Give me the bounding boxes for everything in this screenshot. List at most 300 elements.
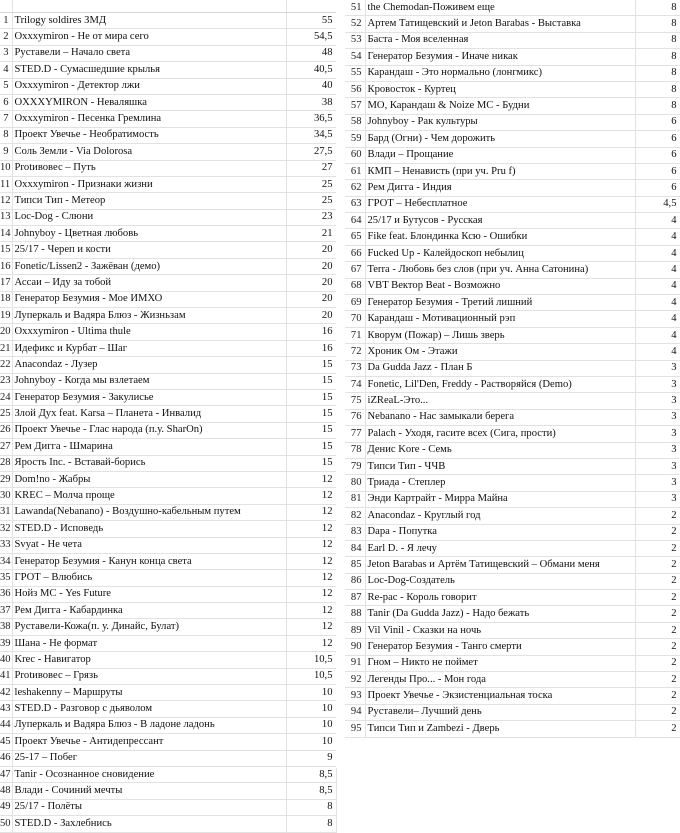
table-row bbox=[0, 357, 336, 373]
table-row bbox=[0, 422, 336, 438]
table-row bbox=[0, 635, 336, 651]
track-name-cell: Руставели-Кожа(п. у. Динайс, Булат) bbox=[12, 619, 286, 635]
rank-cell: 19 bbox=[0, 308, 12, 324]
score-cell: 2 bbox=[635, 622, 680, 638]
track-name-cell: Johnyboy - Когда мы взлетаем bbox=[12, 373, 286, 389]
track-name-cell: Проект Увечье - Антидепрессант bbox=[12, 734, 286, 750]
table-row bbox=[345, 622, 680, 638]
rank-cell: 18 bbox=[0, 291, 12, 307]
track-name-cell: Dom!no - Жабры bbox=[12, 471, 286, 487]
rank-cell: 42 bbox=[0, 685, 12, 701]
table-row bbox=[345, 98, 680, 114]
table-row bbox=[345, 49, 680, 65]
track-name-cell: VBT Вектор Beat - Возможно bbox=[365, 278, 635, 294]
rank-cell: 71 bbox=[345, 327, 365, 343]
rank-cell: 39 bbox=[0, 635, 12, 651]
table-row bbox=[345, 606, 680, 622]
track-name-cell: Влади – Прощание bbox=[365, 147, 635, 163]
table-row bbox=[345, 540, 680, 556]
score-cell: 10 bbox=[286, 734, 336, 750]
table-row bbox=[0, 586, 336, 602]
score-cell: 15 bbox=[286, 422, 336, 438]
track-name-cell: Бард (Огни) - Чем дорожить bbox=[365, 131, 635, 147]
track-name-cell: Tanir (Da Gudda Jazz) - Надо бежать bbox=[365, 606, 635, 622]
track-name-cell: Руставели– Лучший день bbox=[365, 704, 635, 720]
score-cell: 8 bbox=[635, 65, 680, 81]
rank-cell: 21 bbox=[0, 340, 12, 356]
track-name-cell: Луперкаль и Вадяра Блюз - Жизньзам bbox=[12, 308, 286, 324]
track-name-cell: Луперкаль и Вадяра Блюз - В ладоне ладонь bbox=[12, 717, 286, 733]
score-cell: 48 bbox=[286, 45, 336, 61]
track-name-cell: Oxxxymiron - Признаки жизни bbox=[12, 176, 286, 192]
table-row bbox=[0, 504, 336, 520]
track-name-cell: Fucked Up - Калейдоскоп небылиц bbox=[365, 245, 635, 261]
rank-cell: 80 bbox=[345, 475, 365, 491]
table-row bbox=[0, 717, 336, 733]
table-row bbox=[0, 734, 336, 750]
track-name-cell: Энди Картрайт - Мирра Майна bbox=[365, 491, 635, 507]
score-cell: 12 bbox=[286, 603, 336, 619]
rank-cell: 63 bbox=[345, 196, 365, 212]
table-row bbox=[345, 163, 680, 179]
rank-cell: 73 bbox=[345, 360, 365, 376]
score-cell: 3 bbox=[635, 360, 680, 376]
score-cell: 12 bbox=[286, 471, 336, 487]
track-name-cell: Nebanano - Нас замыкали берега bbox=[365, 409, 635, 425]
track-name-cell: Protивовес – Путь bbox=[12, 160, 286, 176]
track-name-cell: Карандаш - Это нормально (лонгмикс) bbox=[365, 65, 635, 81]
track-name-cell: Oxxxymiron - Песенка Гремлина bbox=[12, 111, 286, 127]
track-name-cell: Re-pac - Король говорит bbox=[365, 590, 635, 606]
rank-cell: 51 bbox=[345, 0, 365, 16]
score-cell: 4 bbox=[635, 278, 680, 294]
track-name-cell: Проект Увечье - Необратимость bbox=[12, 127, 286, 143]
table-row bbox=[345, 491, 680, 507]
table-row bbox=[0, 439, 336, 455]
table-row bbox=[345, 573, 680, 589]
rank-cell: 24 bbox=[0, 389, 12, 405]
table-row bbox=[345, 721, 680, 737]
rank-cell: 38 bbox=[0, 619, 12, 635]
rank-cell: 46 bbox=[0, 750, 12, 766]
rank-cell: 59 bbox=[345, 131, 365, 147]
rank-cell: 34 bbox=[0, 553, 12, 569]
rank-cell: 91 bbox=[345, 655, 365, 671]
rank-cell: 85 bbox=[345, 557, 365, 573]
rank-cell: 65 bbox=[345, 229, 365, 245]
table-row bbox=[0, 340, 336, 356]
track-name-cell: the Chemodan-Поживем еще bbox=[365, 0, 635, 16]
table-row bbox=[345, 180, 680, 196]
track-name-cell: Нойз МС - Yes Future bbox=[12, 586, 286, 602]
rank-cell: 66 bbox=[345, 245, 365, 261]
score-cell: 8 bbox=[635, 98, 680, 114]
score-cell: 4 bbox=[635, 344, 680, 360]
track-name-cell: Типси Тип и Zambezi - Дверь bbox=[365, 721, 635, 737]
rank-cell: 95 bbox=[345, 721, 365, 737]
table-row bbox=[0, 750, 336, 766]
score-cell: 2 bbox=[635, 540, 680, 556]
score-cell: 2 bbox=[635, 688, 680, 704]
track-name-cell: 25/17 и Бутусов - Русская bbox=[365, 213, 635, 229]
rank-cell: 68 bbox=[345, 278, 365, 294]
track-name-cell: Lawanda(Nebanano) - Воздушно-кабельным путем bbox=[12, 504, 286, 520]
table-row bbox=[345, 426, 680, 442]
score-cell: 12 bbox=[286, 504, 336, 520]
rank-cell: 4 bbox=[0, 62, 12, 78]
rank-cell: 33 bbox=[0, 537, 12, 553]
score-cell: 25 bbox=[286, 193, 336, 209]
table-row bbox=[345, 475, 680, 491]
rank-cell: 55 bbox=[345, 65, 365, 81]
score-cell: 10 bbox=[286, 685, 336, 701]
rank-cell: 86 bbox=[345, 573, 365, 589]
track-name-cell: Типси Тип - Метеор bbox=[12, 193, 286, 209]
score-cell: 2 bbox=[635, 590, 680, 606]
track-name-cell: Fonetic/Lissen2 - Зажёван (демо) bbox=[12, 258, 286, 274]
track-name-cell: Trilogy soldires ЗМД bbox=[12, 13, 286, 29]
table-row bbox=[345, 458, 680, 474]
rank-cell: 53 bbox=[345, 32, 365, 48]
table-row bbox=[0, 488, 336, 504]
rank-cell: 37 bbox=[0, 603, 12, 619]
table-row bbox=[345, 639, 680, 655]
table-row bbox=[0, 603, 336, 619]
table-row bbox=[0, 766, 336, 782]
track-name-cell: Хроник Ом - Этажи bbox=[365, 344, 635, 360]
track-name-cell: Svyat - Не чета bbox=[12, 537, 286, 553]
score-cell: 4 bbox=[635, 245, 680, 261]
rank-cell: 13 bbox=[0, 209, 12, 225]
table-row bbox=[345, 360, 680, 376]
table-row bbox=[345, 376, 680, 392]
table-row bbox=[345, 327, 680, 343]
track-name-cell: Oxxxymiron - Ultima thule bbox=[12, 324, 286, 340]
rank-cell: 8 bbox=[0, 127, 12, 143]
rank-cell: 72 bbox=[345, 344, 365, 360]
rank-cell: 17 bbox=[0, 275, 12, 291]
score-cell: 10,5 bbox=[286, 668, 336, 684]
score-cell: 10,5 bbox=[286, 652, 336, 668]
score-cell: 16 bbox=[286, 340, 336, 356]
track-name-cell: Идефикс и Курбат – Шаг bbox=[12, 340, 286, 356]
rank-cell: 70 bbox=[345, 311, 365, 327]
score-cell: 54,5 bbox=[286, 29, 336, 45]
score-cell: 20 bbox=[286, 308, 336, 324]
score-cell: 12 bbox=[286, 537, 336, 553]
track-name-cell: Соль Земли - Via Dolorosa bbox=[12, 144, 286, 160]
track-name-cell: Fike feat. Блондинка Ксю - Ошибки bbox=[365, 229, 635, 245]
score-cell: 6 bbox=[635, 131, 680, 147]
table-row bbox=[0, 193, 336, 209]
rank-cell: 28 bbox=[0, 455, 12, 471]
rank-cell: 5 bbox=[0, 78, 12, 94]
track-name-cell: ГРОТ – Влюбись bbox=[12, 570, 286, 586]
track-name-cell: Dapa - Попутка bbox=[365, 524, 635, 540]
score-cell: 2 bbox=[635, 524, 680, 540]
table-row bbox=[0, 78, 336, 94]
track-name-cell: Jeton Barabas и Артём Татищевский – Обмани меня bbox=[365, 557, 635, 573]
track-name-cell: Проект Увечье - Глас народа (п.у. SharOn) bbox=[12, 422, 286, 438]
table-row bbox=[345, 245, 680, 261]
table-row bbox=[345, 229, 680, 245]
table-row bbox=[0, 471, 336, 487]
rank-cell: 11 bbox=[0, 176, 12, 192]
rank-cell: 69 bbox=[345, 295, 365, 311]
ranking-table-left bbox=[0, 0, 337, 833]
score-cell: 20 bbox=[286, 258, 336, 274]
column-gap bbox=[336, 0, 345, 768]
rank-cell: 40 bbox=[0, 652, 12, 668]
table-row bbox=[0, 127, 336, 143]
track-name-cell: Руставели – Начало света bbox=[12, 45, 286, 61]
rank-cell: 61 bbox=[345, 163, 365, 179]
score-cell: 40 bbox=[286, 78, 336, 94]
track-name-cell: Oxxxymiron - Не от мира сего bbox=[12, 29, 286, 45]
track-name-cell: Кворум (Пожар) – Лишь зверь bbox=[365, 327, 635, 343]
score-cell: 8,5 bbox=[286, 783, 336, 799]
table-row bbox=[345, 393, 680, 409]
table-row bbox=[0, 62, 336, 78]
score-cell: 15 bbox=[286, 373, 336, 389]
score-cell: 8 bbox=[635, 32, 680, 48]
rank-cell: 79 bbox=[345, 458, 365, 474]
table-row bbox=[0, 275, 336, 291]
score-cell: 2 bbox=[635, 672, 680, 688]
rank-cell: 77 bbox=[345, 426, 365, 442]
score-cell: 8 bbox=[635, 0, 680, 16]
table-row bbox=[0, 324, 336, 340]
table-row bbox=[345, 262, 680, 278]
score-cell: 3 bbox=[635, 426, 680, 442]
track-name-cell: Баста - Моя вселенная bbox=[365, 32, 635, 48]
rank-cell: 90 bbox=[345, 639, 365, 655]
table-row bbox=[0, 685, 336, 701]
track-name-cell: Шана - Не формат bbox=[12, 635, 286, 651]
score-cell: 2 bbox=[635, 557, 680, 573]
rank-cell: 92 bbox=[345, 672, 365, 688]
table-row bbox=[345, 114, 680, 130]
rank-cell: 94 bbox=[345, 704, 365, 720]
rank-cell: 84 bbox=[345, 540, 365, 556]
rank-cell: 41 bbox=[0, 668, 12, 684]
rank-cell: 16 bbox=[0, 258, 12, 274]
table-row bbox=[345, 508, 680, 524]
rank-cell: 36 bbox=[0, 586, 12, 602]
table-row bbox=[0, 799, 336, 815]
rank-cell: 82 bbox=[345, 508, 365, 524]
score-cell: 6 bbox=[635, 180, 680, 196]
rank-cell: 88 bbox=[345, 606, 365, 622]
rank-cell: 57 bbox=[345, 98, 365, 114]
track-name-cell: Krec - Навигатор bbox=[12, 652, 286, 668]
rank-cell: 9 bbox=[0, 144, 12, 160]
score-cell: 15 bbox=[286, 357, 336, 373]
table-row bbox=[0, 455, 336, 471]
track-name-cell: Ассаи – Иду за тобой bbox=[12, 275, 286, 291]
score-cell: 2 bbox=[635, 655, 680, 671]
track-name-cell: Триада - Степлер bbox=[365, 475, 635, 491]
rank-cell: 14 bbox=[0, 226, 12, 242]
table-row bbox=[0, 668, 336, 684]
rank-cell: 87 bbox=[345, 590, 365, 606]
score-cell: 6 bbox=[635, 147, 680, 163]
score-cell: 8 bbox=[635, 16, 680, 32]
score-cell: 38 bbox=[286, 94, 336, 110]
score-cell: 23 bbox=[286, 209, 336, 225]
table-row bbox=[345, 672, 680, 688]
table-row bbox=[345, 688, 680, 704]
track-name-cell: leshakenny – Маршруты bbox=[12, 685, 286, 701]
score-cell: 40,5 bbox=[286, 62, 336, 78]
score-cell: 2 bbox=[635, 639, 680, 655]
table-row bbox=[345, 147, 680, 163]
score-cell: 12 bbox=[286, 521, 336, 537]
rank-cell: 45 bbox=[0, 734, 12, 750]
rank-cell: 60 bbox=[345, 147, 365, 163]
score-cell: 55 bbox=[286, 13, 336, 29]
track-name-cell: Легенды Про... - Мон года bbox=[365, 672, 635, 688]
score-cell: 4 bbox=[635, 327, 680, 343]
score-cell: 15 bbox=[286, 455, 336, 471]
table-row bbox=[0, 701, 336, 717]
table-row bbox=[345, 16, 680, 32]
track-name-cell: Oxxxymiron - Детектор лжи bbox=[12, 78, 286, 94]
rank-cell: 30 bbox=[0, 488, 12, 504]
rank-cell: 83 bbox=[345, 524, 365, 540]
track-name-cell: OXXXYMIRON - Неваляшка bbox=[12, 94, 286, 110]
score-cell: 34,5 bbox=[286, 127, 336, 143]
score-cell: 27,5 bbox=[286, 144, 336, 160]
table-row bbox=[0, 619, 336, 635]
track-name-cell: Рем Дигга - Кабардинка bbox=[12, 603, 286, 619]
rank-cell: 25 bbox=[0, 406, 12, 422]
rank-cell: 23 bbox=[0, 373, 12, 389]
table-row bbox=[0, 160, 336, 176]
track-name-cell: Palach - Уходя, гасите всех (Сига, прости) bbox=[365, 426, 635, 442]
track-name-cell: STED.D - Исповедь bbox=[12, 521, 286, 537]
rank-cell: 10 bbox=[0, 160, 12, 176]
table-row bbox=[345, 590, 680, 606]
rank-cell: 81 bbox=[345, 491, 365, 507]
table-row bbox=[345, 655, 680, 671]
table-row bbox=[345, 131, 680, 147]
table-row bbox=[345, 311, 680, 327]
track-name-cell: Злой Дух feat. Karsa – Планета - Инвалид bbox=[12, 406, 286, 422]
track-name-cell: Protивовес – Грязь bbox=[12, 668, 286, 684]
score-cell: 2 bbox=[635, 721, 680, 737]
rank-cell: 58 bbox=[345, 114, 365, 130]
rank-cell: 35 bbox=[0, 570, 12, 586]
track-name-cell: Da Gudda Jazz - План Б bbox=[365, 360, 635, 376]
rank-cell: 20 bbox=[0, 324, 12, 340]
track-name-cell: STED.D - Сумасшедшие крылья bbox=[12, 62, 286, 78]
track-name-cell: Генератор Безумия - Канун конца света bbox=[12, 553, 286, 569]
table-row bbox=[345, 65, 680, 81]
score-cell: 4 bbox=[635, 213, 680, 229]
score-cell: 3 bbox=[635, 475, 680, 491]
score-cell: 20 bbox=[286, 291, 336, 307]
track-name-cell: Anacondaz - Лузер bbox=[12, 357, 286, 373]
table-row bbox=[0, 816, 336, 832]
track-name-cell: Артем Татищевский и Jeton Barabas - Выставка bbox=[365, 16, 635, 32]
rank-cell: 75 bbox=[345, 393, 365, 409]
rank-cell: 43 bbox=[0, 701, 12, 717]
table-row bbox=[0, 553, 336, 569]
score-cell: 12 bbox=[286, 488, 336, 504]
track-name-cell: КМП – Ненависть (при уч. Pru f) bbox=[365, 163, 635, 179]
rank-cell: 78 bbox=[345, 442, 365, 458]
table-row bbox=[0, 291, 336, 307]
table-row bbox=[0, 783, 336, 799]
table-row bbox=[345, 278, 680, 294]
track-name-cell: Генератор Безумия - Мое ИМХО bbox=[12, 291, 286, 307]
table-row bbox=[0, 13, 336, 29]
track-name-cell: Johnyboy - Цветная любовь bbox=[12, 226, 286, 242]
table-row bbox=[345, 344, 680, 360]
header-cell bbox=[0, 0, 12, 13]
score-cell: 12 bbox=[286, 586, 336, 602]
track-name-cell: 25/17 - Череп и кости bbox=[12, 242, 286, 258]
score-cell: 27 bbox=[286, 160, 336, 176]
score-cell: 8 bbox=[286, 816, 336, 832]
score-cell: 12 bbox=[286, 619, 336, 635]
track-name-cell: Проект Увечье - Экзистенциальная тоска bbox=[365, 688, 635, 704]
rank-cell: 32 bbox=[0, 521, 12, 537]
table-row bbox=[0, 389, 336, 405]
table-row bbox=[0, 308, 336, 324]
table-row bbox=[345, 409, 680, 425]
score-cell: 15 bbox=[286, 406, 336, 422]
track-name-cell: Рем Дигга - Индия bbox=[365, 180, 635, 196]
rank-cell: 76 bbox=[345, 409, 365, 425]
track-name-cell: Влади - Сочиний мечты bbox=[12, 783, 286, 799]
ranking-table-right bbox=[345, 0, 680, 738]
rank-cell: 2 bbox=[0, 29, 12, 45]
header-cell bbox=[286, 0, 336, 13]
track-name-cell: Генератор Безумия - Танго смерти bbox=[365, 639, 635, 655]
score-cell: 10 bbox=[286, 717, 336, 733]
table-row bbox=[345, 213, 680, 229]
table-row bbox=[0, 652, 336, 668]
score-cell: 2 bbox=[635, 704, 680, 720]
rank-cell: 6 bbox=[0, 94, 12, 110]
table-row bbox=[0, 45, 336, 61]
track-name-cell: MO, Карандаш & Noize MC - Будни bbox=[365, 98, 635, 114]
track-name-cell: Loc-Dog-Создатель bbox=[365, 573, 635, 589]
table-row bbox=[345, 442, 680, 458]
track-name-cell: Terra - Любовь без слов (при уч. Анна Сатонина) bbox=[365, 262, 635, 278]
table-row bbox=[345, 557, 680, 573]
table-row bbox=[345, 196, 680, 212]
rank-cell: 49 bbox=[0, 799, 12, 815]
table-row bbox=[0, 406, 336, 422]
rank-cell: 31 bbox=[0, 504, 12, 520]
track-name-cell: Денис Kore - Семь bbox=[365, 442, 635, 458]
table-row bbox=[345, 81, 680, 97]
table-row bbox=[0, 373, 336, 389]
rank-cell: 7 bbox=[0, 111, 12, 127]
track-name-cell: Типси Тип - ЧЧВ bbox=[365, 458, 635, 474]
rank-cell: 67 bbox=[345, 262, 365, 278]
score-cell: 6 bbox=[635, 114, 680, 130]
track-name-cell: ГРОТ – Небесплатное bbox=[365, 196, 635, 212]
rank-cell: 74 bbox=[345, 376, 365, 392]
track-name-cell: Карандаш - Мотивационный рэп bbox=[365, 311, 635, 327]
rank-cell: 48 bbox=[0, 783, 12, 799]
table-row bbox=[345, 32, 680, 48]
rank-cell: 22 bbox=[0, 357, 12, 373]
